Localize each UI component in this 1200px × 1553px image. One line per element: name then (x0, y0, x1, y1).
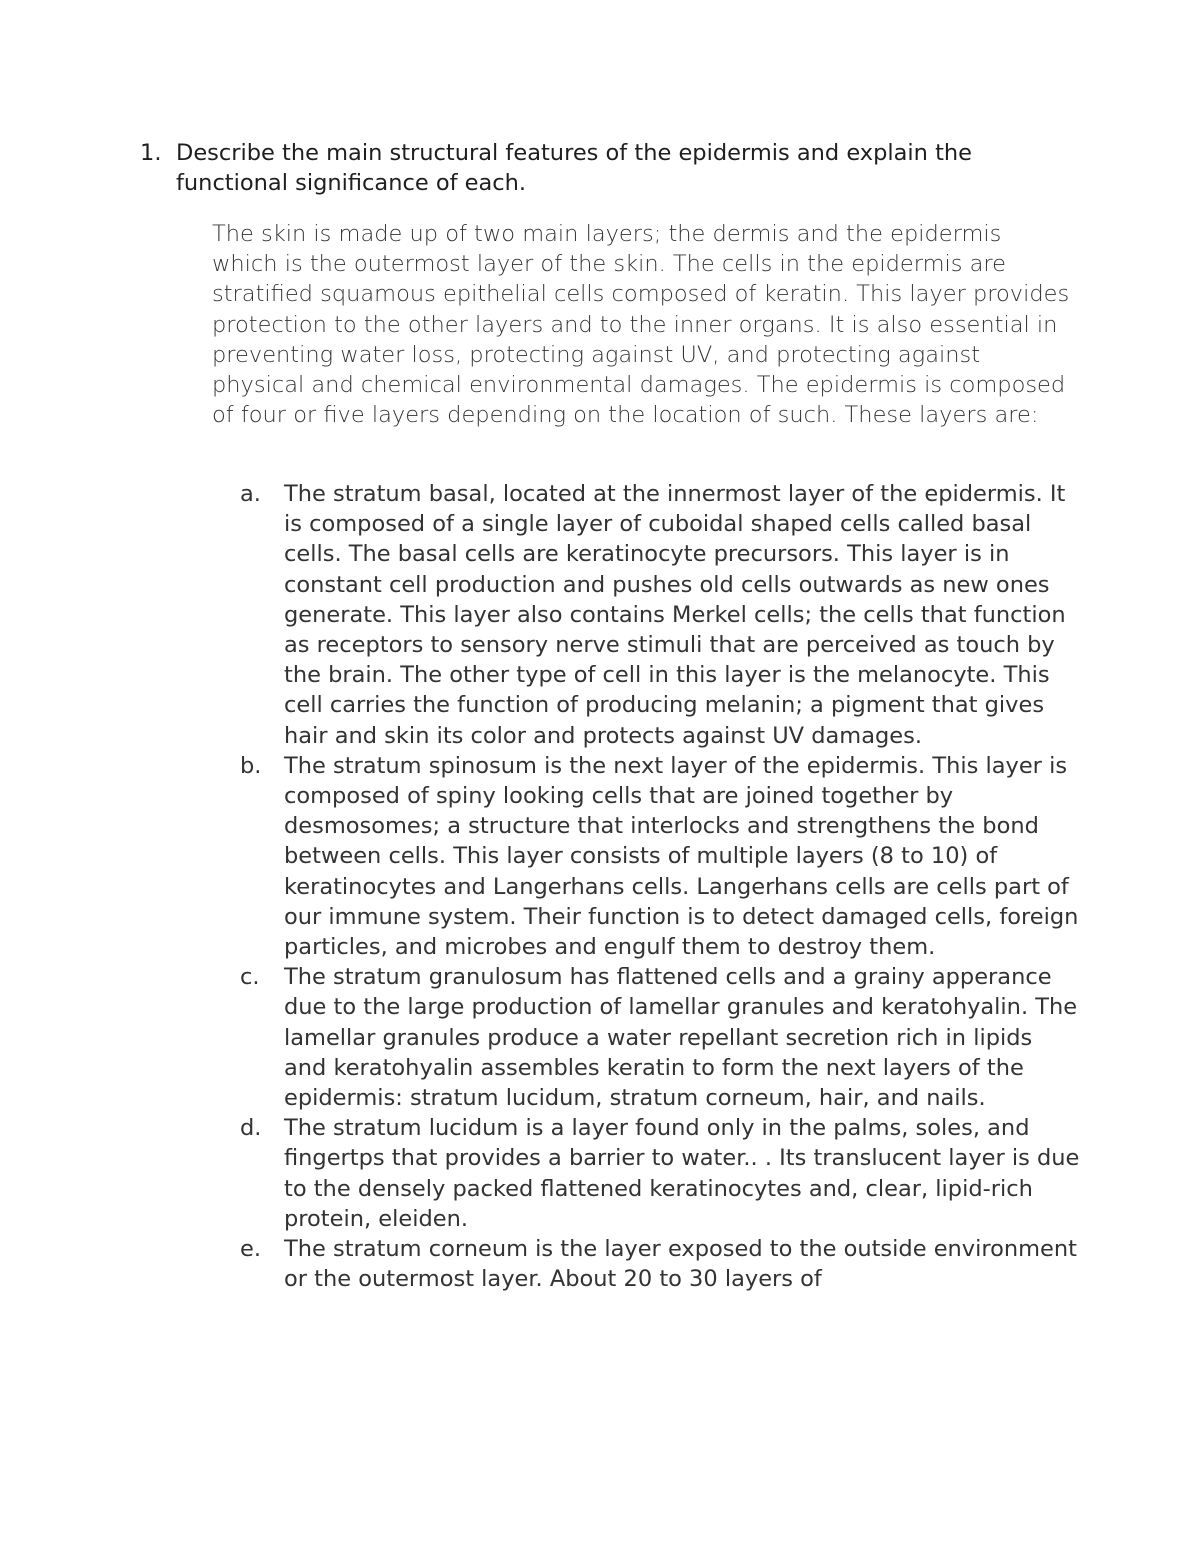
list-item-text: The stratum spinosum is the next layer of the epidermis. This layer is composed of spiny looking cells that are joined together by desmosomes; a structure that interlocks and strengthens the bond between cells. This layer consists of multiple layers (8 to 10) of keratinocytes and Langerhans cells. Langerhans cells are cells part of our immune system. Their function is to detect damaged cells, foreign particles, and microbes and engulf them to destroy them. (284, 752, 1079, 961)
list-marker: a. (240, 481, 261, 507)
epidermis-layer-list (240, 479, 1080, 1294)
list-marker: b. (240, 752, 262, 779)
list-item-text: The stratum granulosum has flattened cells and a grainy apperance due to the large production of lamellar granules and keratohyalin. The lamellar granules produce a water repellant secretion rich in lipids and keratohyalin assembles keratin to form the next layers of the epidermis: stratum lucidum, stratum corneum, hair, and nails. (284, 964, 1078, 1112)
list-item (240, 1113, 1080, 1234)
list-item (240, 1234, 1080, 1294)
question-number: 1. (140, 140, 162, 166)
question-text: Describe the main structural features of the epidermis and explain the functional significance of each. (176, 140, 973, 196)
list-marker: d. (240, 1115, 262, 1142)
intro-paragraph: The skin is made up of two main layers; the dermis and the epidermis which is the outermost layer of the skin. The cells in the epidermis are stratified squamous epithelial cells composed of keratin. This layer provides protection to the other layers and to the inner organs. It is also essential in preventing water loss, protecting against UV, and protecting against physical and chemical environmental damages. The epidermis is composed of four or five layers depending on the location of such. These layers are: (212, 221, 1070, 429)
list-item (240, 751, 1080, 962)
question-heading (140, 138, 1070, 198)
list-item (240, 962, 1080, 1113)
list-item (240, 479, 1080, 751)
list-marker: c. (240, 964, 260, 991)
list-item-text: The stratum lucidum is a layer found only in the palms, soles, and fingertps that provides a barrier to water.. . Its translucent layer is due to the densely packed flattened keratinocytes and, clear, lipid-rich protein, eleiden. (284, 1115, 1080, 1232)
list-item-text: The stratum basal, located at the innermost layer of the epidermis. It is composed of a single layer of cuboidal shaped cells called basal cells. The basal cells are keratinocyte precursors. This layer is in constant cell production and pushes old cells outwards as new ones generate. This layer also contains Merkel cells; the cells that function as receptors to sensory nerve stimuli that are perceived as touch by the brain. The other type of cell in this layer is the melanocyte. This cell carries the function of producing melanin; a pigment that gives hair and skin its color and protects against UV damages. (284, 481, 1066, 749)
list-marker: e. (240, 1236, 261, 1263)
list-item-text: The stratum corneum is the layer exposed to the outside environment or the outermost layer. About 20 to 30 layers of (284, 1236, 1077, 1293)
